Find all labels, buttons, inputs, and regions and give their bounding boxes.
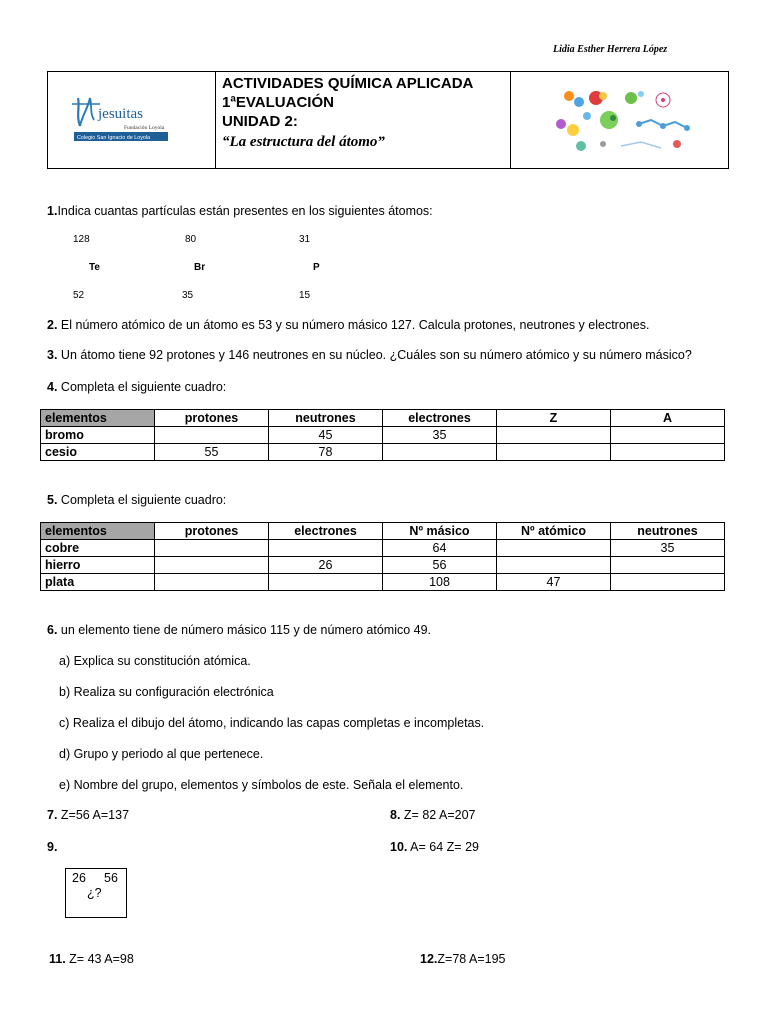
molecules-illustration (551, 86, 701, 156)
question-3 (47, 348, 692, 362)
question-4-text: Completa el siguiente cuadro: (57, 380, 227, 394)
table-q4-header: electrones (383, 410, 497, 427)
table-cell (611, 427, 725, 444)
question-6-text: un elemento tiene de número másico 115 y de número atómico 49. (57, 623, 432, 637)
atom-2-mass: 80 (185, 234, 197, 245)
table-cell (497, 557, 611, 574)
table-q5-header: protones (155, 523, 269, 540)
table-q5-header: neutrones (611, 523, 725, 540)
table-q5-header: Nº másico (383, 523, 497, 540)
table-cell: 45 (269, 427, 383, 444)
table-cell: plata (41, 574, 155, 591)
table-cell (497, 427, 611, 444)
question-5 (47, 493, 226, 507)
question-4 (47, 380, 226, 394)
question-2-number: 2. (47, 318, 58, 332)
table-cell (611, 444, 725, 461)
question-3-number: 3. (47, 348, 58, 362)
question-11 (49, 952, 134, 966)
table-cell (269, 574, 383, 591)
question-6-item-a: a) Explica su constitución atómica. (59, 654, 251, 668)
question-7-text: Z=56 A=137 (57, 808, 130, 822)
question-1 (47, 204, 433, 218)
table-q4 (40, 409, 725, 461)
table-q5-header-row (41, 523, 725, 540)
table-q5 (40, 522, 725, 591)
logo-school-text: Colegio San Ignacio de Loyola (77, 135, 151, 141)
atom-1-z: 52 (73, 290, 85, 301)
table-cell (497, 444, 611, 461)
table-row (41, 427, 725, 444)
table-cell: 35 (611, 540, 725, 557)
question-7-number: 7. (47, 808, 58, 822)
question-9-a: 56 (104, 871, 118, 885)
question-8-number: 8. (390, 808, 401, 822)
table-row (41, 540, 725, 557)
question-6 (47, 623, 431, 637)
table-row (41, 557, 725, 574)
table-cell: 35 (383, 427, 497, 444)
table-cell: 26 (269, 557, 383, 574)
table-cell: 108 (383, 574, 497, 591)
atom-2-z: 35 (182, 290, 194, 301)
table-cell (497, 540, 611, 557)
table-cell: bromo (41, 427, 155, 444)
table-cell (611, 557, 725, 574)
question-9 (47, 840, 57, 854)
question-9-number: 9. (47, 840, 58, 854)
author-name: Lidia Esther Herrera López (553, 44, 668, 55)
table-q5-header: elementos (41, 523, 155, 540)
school-logo (70, 92, 190, 152)
question-5-text: Completa el siguiente cuadro: (57, 493, 227, 507)
table-q4-header: neutrones (269, 410, 383, 427)
question-11-number: 11. (49, 952, 66, 966)
atom-1-mass: 128 (73, 234, 90, 245)
question-12-number: 12. (420, 952, 438, 966)
question-1-text: Indica cuantas partículas están presentes en los siguientes átomos: (57, 204, 433, 218)
title-line-3: UNIDAD 2: (222, 113, 298, 130)
question-10 (390, 840, 479, 854)
title-line-2: 1ªEVALUACIÓN (222, 94, 334, 111)
table-q4-header: elementos (41, 410, 155, 427)
atom-3-z: 15 (299, 290, 311, 301)
question-9-z: 26 (72, 871, 86, 885)
question-8-text: Z= 82 A=207 (400, 808, 476, 822)
table-q5-header: Nº atómico (497, 523, 611, 540)
question-6-item-d: d) Grupo y periodo al que pertenece. (59, 747, 264, 761)
table-cell (155, 540, 269, 557)
question-11-text: Z= 43 A=98 (65, 952, 134, 966)
question-9-atom-box (65, 868, 127, 918)
table-q4-header: Z (497, 410, 611, 427)
question-2 (47, 318, 649, 332)
question-7 (47, 808, 129, 822)
atom-3-mass: 31 (299, 234, 311, 245)
logo-brand-text: jesuitas (98, 106, 143, 122)
table-q4-header: protones (155, 410, 269, 427)
table-cell: 47 (497, 574, 611, 591)
table-row (41, 444, 725, 461)
table-q4-header: A (611, 410, 725, 427)
table-cell: 78 (269, 444, 383, 461)
table-cell (155, 427, 269, 444)
table-q4-header-row (41, 410, 725, 427)
question-6-item-b: b) Realiza su configuración electrónica (59, 685, 274, 699)
table-cell (269, 540, 383, 557)
header-title-cell (215, 72, 511, 168)
title-line-1: ACTIVIDADES QUÍMICA APLICADA (222, 75, 474, 92)
atom-2-symbol: Br (194, 262, 206, 273)
question-1-number: 1. (47, 204, 58, 218)
table-cell: cobre (41, 540, 155, 557)
table-cell: 64 (383, 540, 497, 557)
header-image-cell (511, 72, 728, 168)
table-cell (611, 574, 725, 591)
table-q5-header: electrones (269, 523, 383, 540)
atom-3-symbol: P (313, 262, 320, 273)
table-cell: hierro (41, 557, 155, 574)
question-6-number: 6. (47, 623, 58, 637)
atom-1-symbol: Te (89, 262, 100, 273)
question-12 (420, 952, 506, 966)
question-10-number: 10. (390, 840, 408, 854)
question-9-symbol: ¿? (87, 886, 102, 900)
question-8 (390, 808, 476, 822)
table-cell (155, 557, 269, 574)
table-cell: cesio (41, 444, 155, 461)
logo-foundation-text: Fundación Loyola (124, 125, 165, 131)
question-4-number: 4. (47, 380, 58, 394)
table-cell: 56 (383, 557, 497, 574)
title-subtitle: “La estructura del átomo” (222, 134, 385, 150)
question-5-number: 5. (47, 493, 58, 507)
question-3-text: Un átomo tiene 92 protones y 146 neutrones en su núcleo. ¿Cuáles son su número atómico y su número másico? (57, 348, 692, 362)
table-cell (155, 574, 269, 591)
question-6-item-c: c) Realiza el dibujo del átomo, indicando las capas completas e incompletas. (59, 716, 485, 730)
header-logo-cell (48, 72, 216, 168)
header-table (47, 71, 729, 169)
question-2-text: El número atómico de un átomo es 53 y su número másico 127. Calcula protones, neutrones y electrones. (57, 318, 650, 332)
question-12-text: Z=78 A=195 (437, 952, 506, 966)
question-10-text: A= 64 Z= 29 (407, 840, 479, 854)
table-row (41, 574, 725, 591)
table-cell: 55 (155, 444, 269, 461)
question-6-item-e: e) Nombre del grupo, elementos y símbolos de este. Señala el elemento. (59, 778, 464, 792)
table-cell (383, 444, 497, 461)
